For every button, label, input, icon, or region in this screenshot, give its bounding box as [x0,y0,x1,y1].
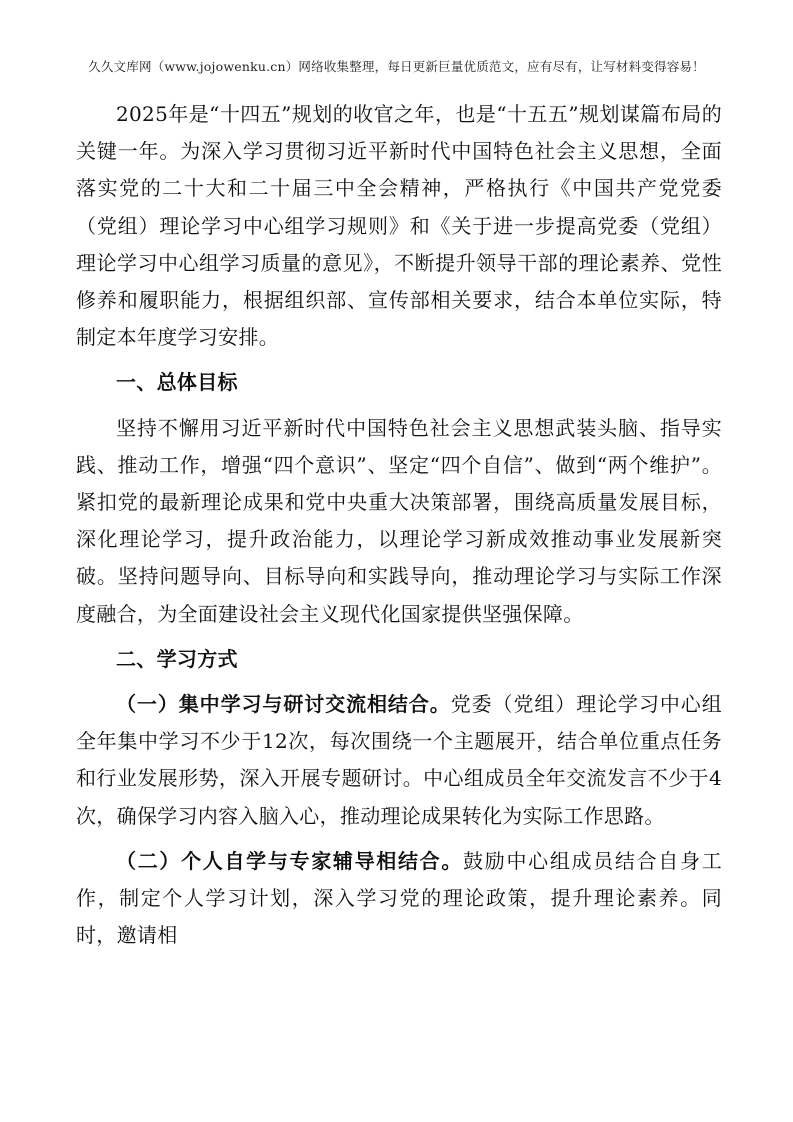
spacer [76,633,722,641]
spacer [76,678,722,686]
method-item-1-body: 党委（党组）理论学习中心组全年集中学习不少于12次，每次围绕一个主题展开，结合单位重点任务和行业发展形势，深入开展专题研讨。中心组成员全年交流发言不少于4次，确保学习内容入脑入心，推动理论成果转化为实际工作思路。 [76,692,722,828]
spacer [76,356,722,364]
section-heading-goals: 一、总体目标 [116,370,238,395]
method-item-2 [76,843,722,955]
goals-paragraph: 坚持不懈用习近平新时代中国特色社会主义思想武装头脑、指导实践、推动工作，增强“四个意识”、坚定“四个自信”、做到“两个维护”。紧扣党的最新理论成果和党中央重大决策部署，围绕高质量发展目标，深化理论学习，提升政治能力，以理论学习新成效推动事业发展新突破。坚持问题导向、目标导向和实践导向，推动理论学习与实际工作深度融合，为全面建设社会主义现代化国家提供坚强保障。 [76,415,722,626]
header-note: 久久文库网（www.jojowenku.cn）网络收集整理，每日更新巨量优质范文，应有尽有，让写材料变得容易！ [88,59,705,74]
spacer [76,835,722,843]
spacer [76,402,722,410]
method-item-1-lead: （一）集中学习与研讨交流相结合。 [116,692,451,717]
method-item-1 [76,686,722,835]
intro-paragraph: 2025年是“十四五”规划的收官之年，也是“十五五”规划谋篇布局的关键一年。为深入学习贯彻习近平新时代中国特色社会主义思想，全面落实党的二十大和二十届三中全会精神，严格执行《中国共产党党委（党组）理论学习中心组学习规则》和《关于进一步提高党委（党组）理论学习中心组学习质量的意见》，不断提升领导干部的理论素养、党性修养和履职能力，根据组织部、宣传部相关要求，结合本单位实际，特制定本年度学习安排。 [76,102,722,350]
method-item-2-body: 鼓励中心组成员结合自身工作，制定个人学习计划，深入学习党的理论政策，提升理论素养。同时，邀请相 [76,848,722,948]
method-item-2-lead: （二）个人自学与专家辅导相结合。 [116,848,464,873]
document-body [76,96,722,954]
section-heading-methods: 二、学习方式 [116,646,238,671]
